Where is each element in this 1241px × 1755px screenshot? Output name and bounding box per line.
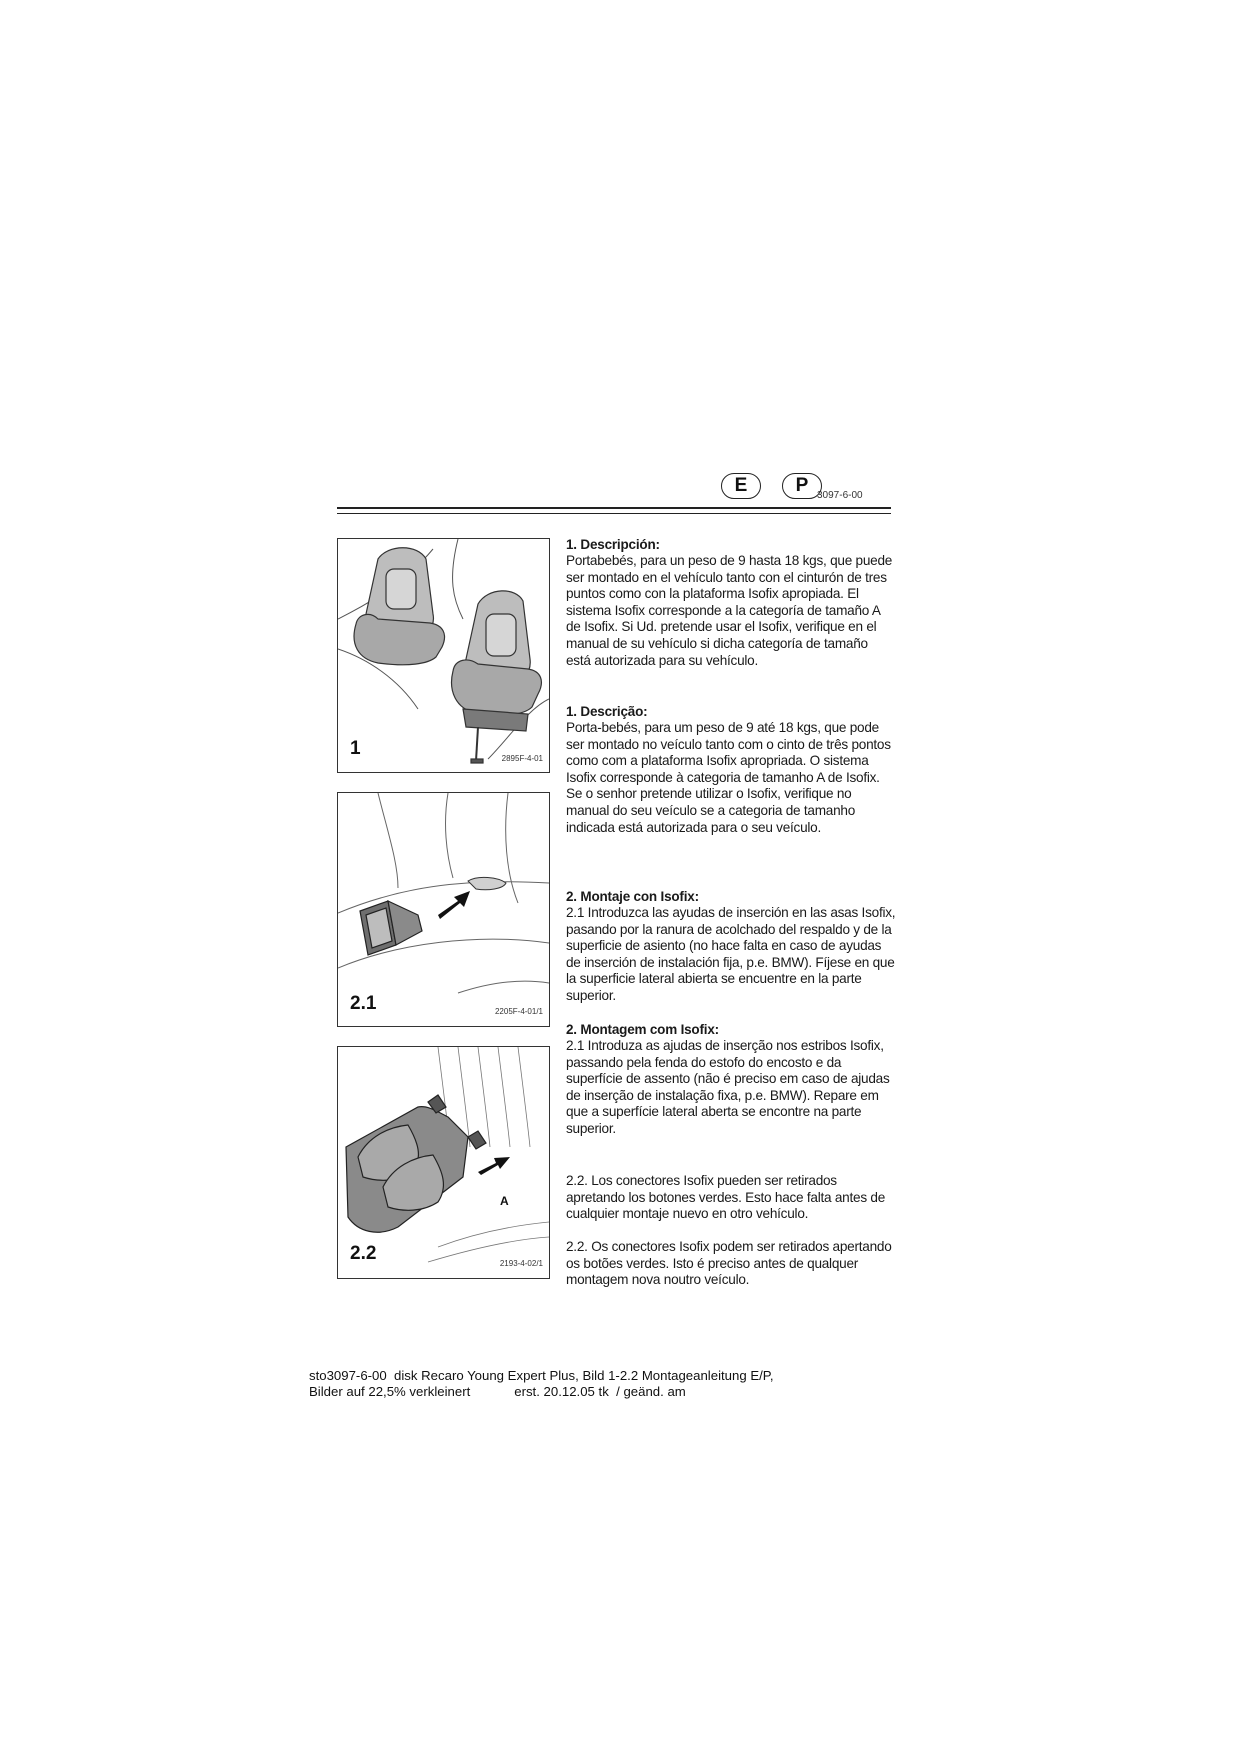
section-heading: 1. Descripción: [566, 537, 660, 552]
figure-code: 2205F-4-01/1 [494, 1007, 543, 1016]
language-badge-e: E [721, 473, 761, 499]
section-conectores-es [566, 1173, 896, 1223]
figure-code: 2895F-4-01 [501, 754, 543, 763]
section-body: Portabebés, para un peso de 9 hasta 18 kgs, que puede ser montado en el vehículo tanto con el cinturón de tres puntos como con la plataforma Isofix apropiada. El sistema Isofix corresponde a la categoría de tamaño A de Isofix. Si Ud. pretende usar el Isofix, verifique en el manual de su vehículo si dicha categoría de tamaño está autorizada para su vehículo. [566, 553, 893, 668]
callout-label: A [500, 1194, 509, 1208]
section-descricao-pt [566, 703, 896, 836]
child-seat-illustration [338, 539, 549, 772]
section-body: Porta-bebés, para um peso de 9 até 18 kgs, que pode ser montado no veículo tanto com o cinto de três pontos como com a plataforma Isofix apropriada. O sistema Isofix corresponde à categoria de tamanho A de Isofix. Se o senhor pretende utilizar o Isofix, verifique no manual do seu veículo se a categoria de tamanho indicada está autorizada para o seu veículo. [566, 720, 891, 835]
section-heading: 2. Montaje con Isofix: [566, 889, 699, 904]
figure-number: 2.2 [350, 1243, 377, 1264]
footer-line-1: sto3097-6-00 disk Recaro Young Expert Plus, Bild 1-2.2 Montageanleitung E/P, [309, 1368, 774, 1383]
section-heading: 1. Descrição: [566, 704, 648, 719]
footer-line-2: Bilder auf 22,5% verkleinert erst. 20.12.05 tk / geänd. am [309, 1384, 686, 1399]
isofix-insertion-illustration [338, 793, 549, 1026]
figure-1 [337, 538, 550, 773]
figure-2-2 [337, 1046, 550, 1279]
section-body: 2.2. Os conectores Isofix podem ser retirados apertando os botões verdes. Isto é preciso antes de qualquer montagem nova noutro veículo. [566, 1239, 892, 1288]
figure-number: 1 [350, 738, 361, 759]
section-conectores-pt [566, 1239, 896, 1289]
header-rule-thick [337, 507, 891, 509]
document-code: 3097-6-00 [817, 490, 863, 501]
figure-2-1 [337, 792, 550, 1027]
section-heading: 2. Montagem com Isofix: [566, 1022, 719, 1037]
header-rule-thin [337, 513, 891, 514]
section-body: 2.1 Introduzca las ayudas de inserción en las asas Isofix, pasando por la ranura de acolchado del respaldo y de la superficie de asiento (no hace falta en caso de ayudas de inserción de instalación fija, p.e. BMW). Fíjese en que la superficie lateral abierta se encuentre en la parte superior. [566, 905, 896, 1003]
figure-number: 2.1 [350, 993, 377, 1014]
section-descripcion-es [566, 536, 896, 669]
language-badge-p: P [782, 473, 822, 499]
section-montagem-pt [566, 1021, 896, 1138]
section-body: 2.2. Los conectores Isofix pueden ser retirados apretando los botones verdes. Esto hace falta antes de cualquier montaje nuevo en otro vehículo. [566, 1173, 886, 1222]
figure-code: 2193-4-02/1 [499, 1259, 543, 1268]
section-body: 2.1 Introduza as ajudas de inserção nos estribos Isofix, passando pela fenda do estofo do encosto e da superfície de assento (não é preciso em caso de ajudas de inserção de instalação fixa, p.e. BMW). Repare em que a superfície lateral aberta se encontre na parte superior. [566, 1038, 890, 1136]
section-montaje-es [566, 888, 896, 1005]
